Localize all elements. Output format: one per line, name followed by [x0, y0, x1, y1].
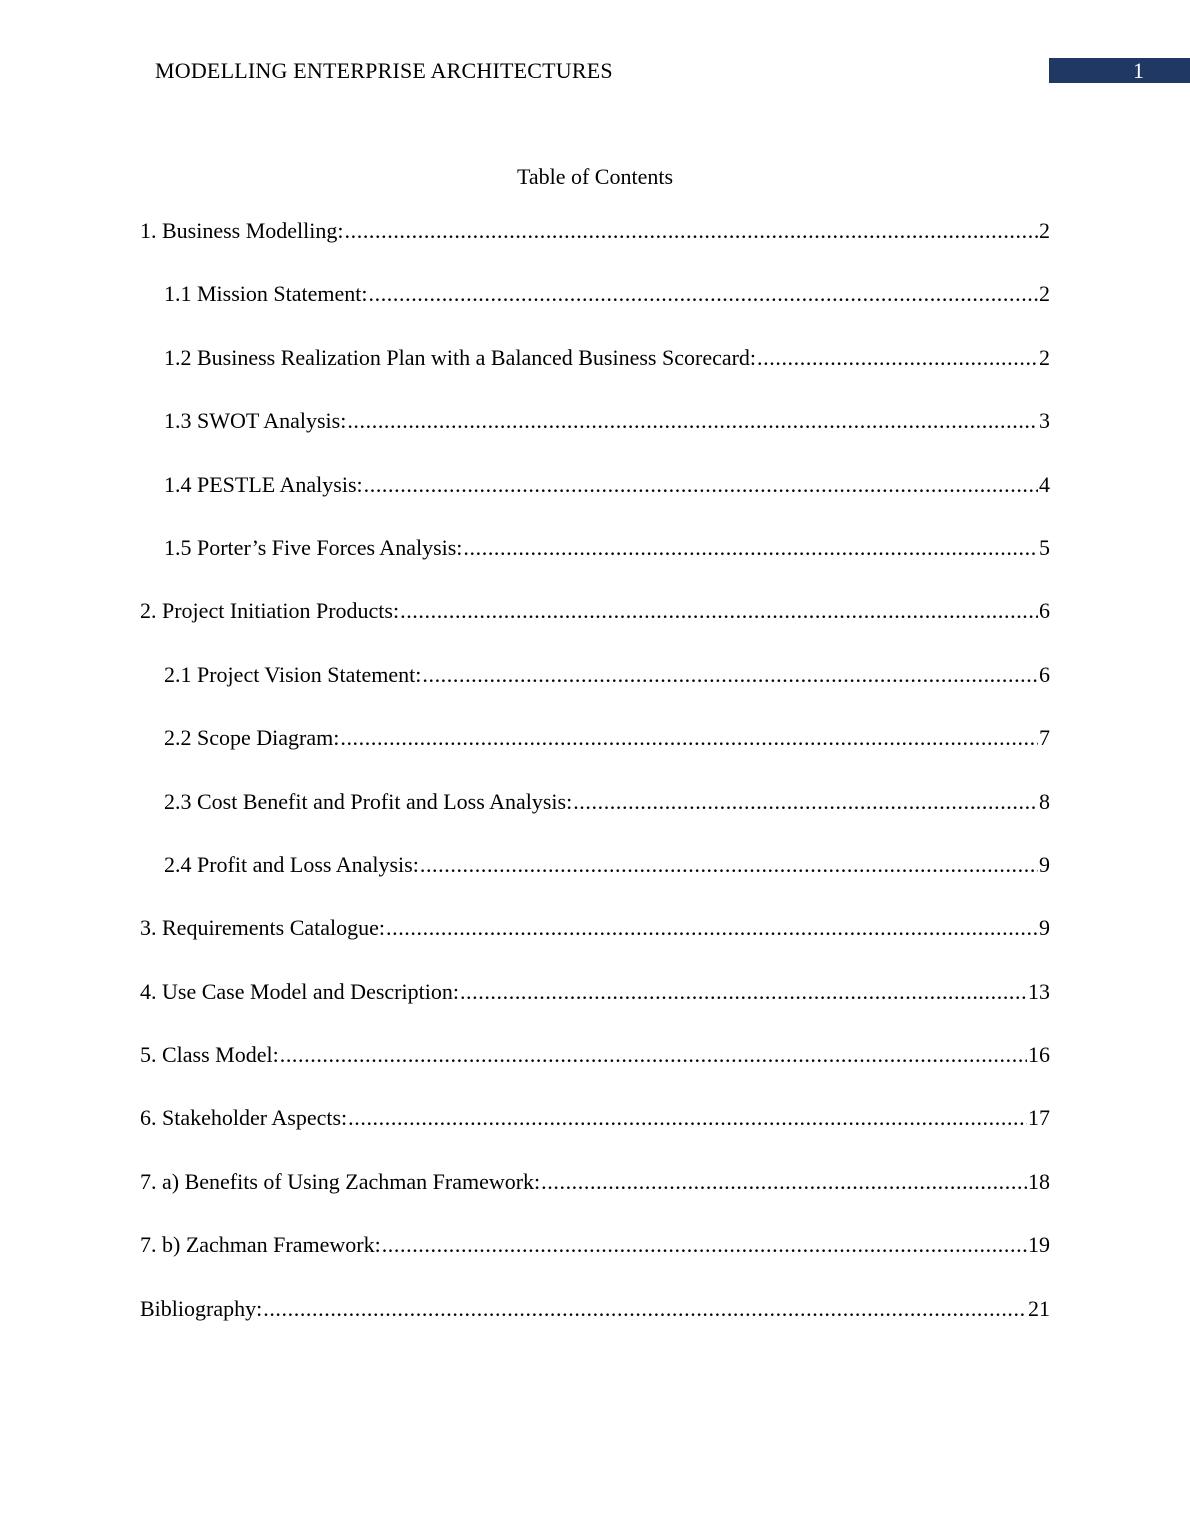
toc-entry-page-number[interactable]: 13	[1028, 978, 1050, 1004]
toc-entry[interactable]	[140, 216, 1050, 279]
toc-entry-page-number[interactable]: 6	[1039, 598, 1050, 624]
toc-dot-leader	[364, 470, 1038, 500]
toc-entry-page-number[interactable]: 2	[1039, 344, 1050, 370]
toc-entry-page-number[interactable]: 7	[1039, 725, 1050, 751]
toc-entry-page-number[interactable]: 17	[1028, 1105, 1050, 1131]
toc-entry-page-number[interactable]: 21	[1028, 1295, 1050, 1321]
table-of-contents	[140, 216, 1050, 1357]
toc-entry[interactable]	[140, 1294, 1050, 1357]
toc-entry-text[interactable]: 1.5 Porter’s Five Forces Analysis:	[164, 534, 463, 560]
toc-entry-text[interactable]: 2.1 Project Vision Statement:	[164, 661, 422, 687]
toc-entry[interactable]	[140, 723, 1050, 786]
toc-entry[interactable]	[140, 977, 1050, 1040]
toc-entry[interactable]	[140, 1103, 1050, 1166]
toc-dot-leader	[263, 1294, 1027, 1324]
toc-entry[interactable]	[140, 533, 1050, 596]
page-number: 1	[1133, 58, 1144, 83]
toc-entry-text[interactable]: 4. Use Case Model and Description:	[140, 978, 459, 1004]
toc-entry[interactable]	[140, 279, 1050, 342]
toc-entry-page-number[interactable]: 6	[1039, 661, 1050, 687]
toc-dot-leader	[541, 1167, 1027, 1197]
toc-entry-text[interactable]: 3. Requirements Catalogue:	[140, 915, 385, 941]
toc-entry-text[interactable]: 6. Stakeholder Aspects:	[140, 1105, 348, 1131]
toc-dot-leader	[347, 406, 1038, 436]
toc-dot-leader	[420, 850, 1038, 880]
toc-entry[interactable]	[140, 1230, 1050, 1293]
toc-entry-text[interactable]: 7. b) Zachman Framework:	[140, 1232, 381, 1258]
toc-entry-page-number[interactable]: 19	[1028, 1232, 1050, 1258]
toc-entry-text[interactable]: 1.4 PESTLE Analysis:	[164, 471, 363, 497]
toc-dot-leader	[345, 216, 1038, 246]
toc-entry-page-number[interactable]: 9	[1039, 851, 1050, 877]
toc-entry-text[interactable]: 2.3 Cost Benefit and Profit and Loss Analysis:	[164, 788, 573, 814]
toc-entry-text[interactable]: 2.2 Scope Diagram:	[164, 725, 340, 751]
toc-dot-leader	[422, 660, 1038, 690]
toc-entry-text[interactable]: 1.3 SWOT Analysis:	[164, 408, 347, 434]
toc-dot-leader	[460, 977, 1027, 1007]
toc-entry[interactable]	[140, 787, 1050, 850]
toc-entry[interactable]	[140, 913, 1050, 976]
toc-entry-text[interactable]: 5. Class Model:	[140, 1042, 279, 1068]
toc-entry[interactable]	[140, 343, 1050, 406]
toc-entry[interactable]	[140, 850, 1050, 913]
toc-heading: Table of Contents	[516, 164, 674, 189]
toc-dot-leader	[757, 343, 1038, 373]
toc-entry[interactable]	[140, 1167, 1050, 1230]
toc-entry-text[interactable]: 1.2 Business Realization Plan with a Balanced Business Scorecard:	[164, 344, 757, 370]
toc-dot-leader	[348, 1103, 1027, 1133]
toc-entry-text[interactable]: 2. Project Initiation Products:	[140, 598, 400, 624]
page-number-badge	[1049, 58, 1190, 83]
toc-dot-leader	[369, 279, 1039, 309]
toc-dot-leader	[386, 913, 1038, 943]
toc-entry-page-number[interactable]: 8	[1039, 788, 1050, 814]
toc-entry-page-number[interactable]: 16	[1028, 1042, 1050, 1068]
toc-dot-leader	[382, 1230, 1027, 1260]
toc-entry-page-number[interactable]: 3	[1039, 408, 1050, 434]
toc-entry-page-number[interactable]: 4	[1039, 471, 1050, 497]
toc-dot-leader	[340, 723, 1038, 753]
toc-entry-page-number[interactable]: 2	[1039, 218, 1050, 243]
toc-entry-text[interactable]: 2.4 Profit and Loss Analysis:	[164, 851, 419, 877]
toc-dot-leader	[400, 596, 1038, 626]
toc-entry-page-number[interactable]: 9	[1039, 915, 1050, 941]
toc-entry-page-number[interactable]: 2	[1039, 281, 1050, 307]
toc-entry[interactable]	[140, 470, 1050, 533]
toc-entry-text[interactable]: 1. Business Modelling:	[140, 218, 344, 243]
toc-entry-text[interactable]: 7. a) Benefits of Using Zachman Framework:	[140, 1168, 541, 1194]
toc-entry[interactable]	[140, 596, 1050, 659]
toc-dot-leader	[573, 787, 1038, 817]
toc-entry[interactable]	[140, 1040, 1050, 1103]
toc-dot-leader	[280, 1040, 1027, 1070]
toc-entry-page-number[interactable]: 18	[1028, 1168, 1050, 1194]
toc-dot-leader	[463, 533, 1038, 563]
toc-entry-page-number[interactable]: 5	[1039, 534, 1050, 560]
toc-entry[interactable]	[140, 660, 1050, 723]
running-header-title: MODELLING ENTERPRISE ARCHITECTURES	[155, 58, 613, 83]
toc-entry[interactable]	[140, 406, 1050, 469]
toc-entry-text[interactable]: 1.1 Mission Statement:	[164, 281, 368, 307]
toc-entry-text[interactable]: Bibliography:	[140, 1295, 263, 1321]
